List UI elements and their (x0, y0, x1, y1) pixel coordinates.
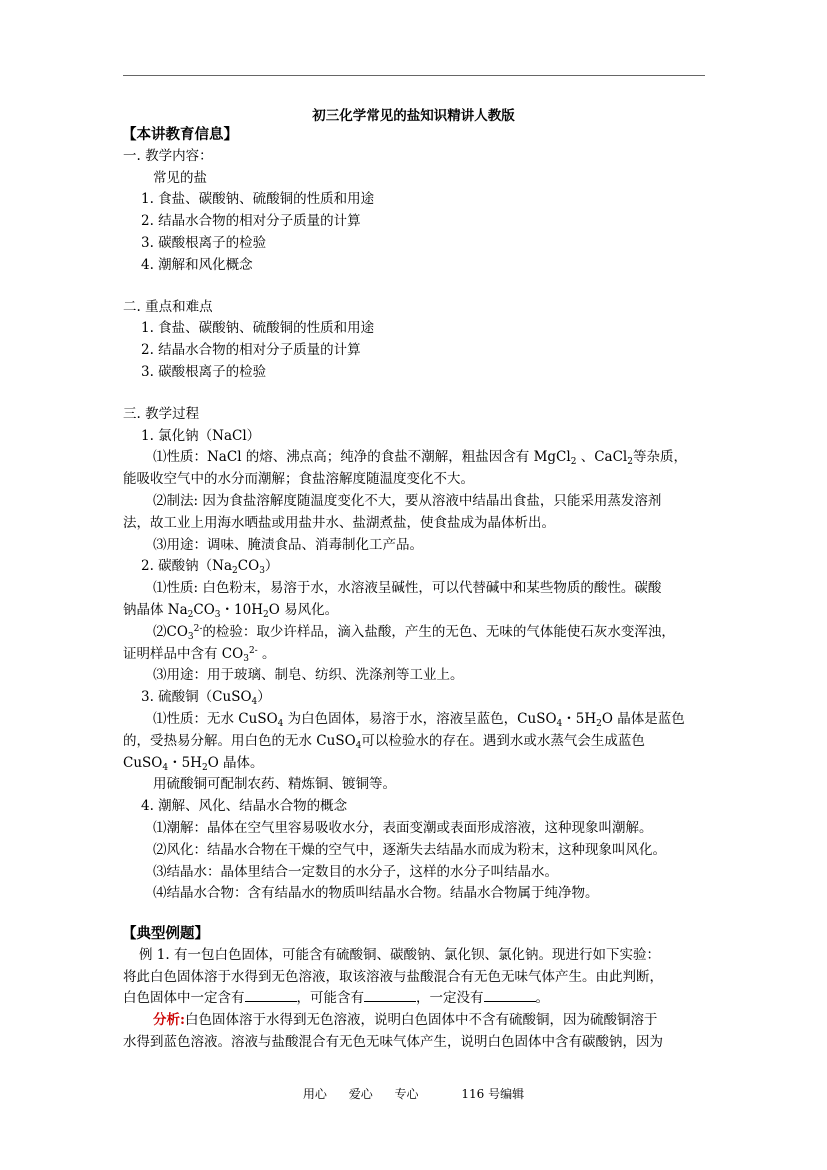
footer-text: 用心 (302, 1087, 327, 1101)
list-item: 1. 食盐、碳酸钠、硫酸铜的性质和用途 (141, 320, 375, 337)
footer-text: 116 号编辑 (461, 1087, 525, 1101)
concepts-label: 4. 潮解、风化、结晶水合物的概念 (141, 798, 348, 815)
section-header-info: 【本讲教育信息】 (122, 126, 238, 143)
part3-heading: 三. 教学过程 (123, 405, 200, 422)
concept-hydrate: ⑷结晶水合物：含有结晶水的物质叫结晶水合物。结晶水合物属于纯净物。 (153, 885, 599, 902)
concept-efflorescence: ⑵风化：结晶水合物在干燥的空气中，逐渐失去结晶水而成为粉末，这种现象叫风化。 (153, 841, 666, 858)
nacl-property: ⑴性质：NaCl 的熔、沸点高；纯净的食盐不潮解，粗盐因含有 MgCl$_2$ 、CaCl$_2$等杂质， (153, 449, 687, 468)
cuso4-use: 用硫酸铜可配制农药、精炼铜、镀铜等。 (153, 776, 396, 793)
answer-blank (484, 989, 536, 1002)
example-question-blanks: 白色固体中一定含有 ，可能含有 ，一定没有 。 (123, 990, 549, 1007)
list-item: 3. 碳酸根离子的检验 (141, 234, 267, 251)
page-title: 初三化学常见的盐知识精讲人教版 (312, 108, 515, 124)
na2co3-use: ⑶用途：用于玻璃、制皂、纺织、洗涤剂等工业上。 (153, 667, 464, 684)
nacl-property-cont: 能吸收空气中的水分而潮解；食盐溶解度随温度变化不大。 (123, 471, 474, 488)
list-item: 1. 食盐、碳酸钠、硫酸铜的性质和用途 (141, 191, 375, 208)
carbonate-test: $⑵CO_3^{2-}$的检验：取少许样品，滴入盐酸，产生的无色、无味的气体能使石灰水变浑浊， (153, 623, 675, 642)
answer-blank (245, 989, 297, 1002)
cuso4-label: 3. 硫酸铜（CuSO$_4$） (141, 689, 271, 708)
footer-text: 爱心 (348, 1087, 373, 1101)
footer-text: 专心 (394, 1087, 419, 1101)
cuso4-property-cont2: CuSO$_4$・$5H_2O$ 晶体。 (123, 754, 264, 773)
part2-heading: 二. 重点和难点 (123, 298, 213, 315)
carbonate-test-cont: 证明样品中含有 $CO_3^{2-}$ 。 (123, 645, 276, 664)
answer-blank (364, 989, 416, 1002)
list-item: 3. 碳酸根离子的检验 (141, 363, 267, 380)
example-analysis-cont: 水得到蓝色溶液。溶液与盐酸混合有无色无味气体产生，说明白色固体中含有碳酸钠，因为 (123, 1034, 663, 1051)
nacl-method: ⑵制法: 因为食盐溶解度随温度变化不大，要从溶液中结晶出食盐，只能采用蒸发溶剂 (153, 492, 662, 509)
list-item: 2. 结晶水合物的相对分子质量的计算 (141, 213, 361, 230)
na2co3-label: 2. 碳酸钠$(Na_2CO_3)$ (141, 558, 279, 577)
list-item: 4. 潮解和风化概念 (141, 256, 253, 273)
page-footer (0, 1085, 827, 1102)
nacl-use: ⑶用途：调味、腌渍食品、消毒制化工产品。 (153, 536, 423, 553)
header-rule (123, 75, 705, 76)
na2co3-property: ⑴性质: 白色粉末，易溶于水，水溶液呈碱性，可以代替碱中和某些物质的酸性。碳酸 (153, 580, 662, 597)
list-item: 2. 结晶水合物的相对分子质量的计算 (141, 342, 361, 359)
analysis-label: 分析: (153, 1012, 185, 1029)
part1-topic: 常见的盐 (153, 169, 207, 186)
section-header-examples: 【典型例题】 (122, 925, 209, 943)
nacl-method-cont: 法，故工业上用海水晒盐或用盐井水、盐湖煮盐，使食盐成为晶体析出。 (123, 514, 555, 531)
cuso4-property: ⑴性质：无水 CuSO$_4$ 为白色固体，易溶于水，溶液呈蓝色，CuSO$_4$・$5H_2O$ 晶体是蓝色 (153, 710, 685, 729)
concept-crystal-water: ⑶结晶水：晶体里结合一定数目的水分子，这样的水分子叫结晶水。 (153, 863, 558, 880)
document-body (123, 124, 705, 1054)
cuso4-property-cont: 的，受热易分解。用白色的无水 CuSO$_4$可以检验水的存在。遇到水或水蒸气会生成蓝色 (123, 732, 645, 751)
example-question-cont: 将此白色固体溶于水得到无色溶液，取该溶液与盐酸混合有无色无味气体产生。由此判断， (123, 968, 663, 985)
example-analysis: 分析:白色固体溶于水得到无色溶液，说明白色固体中不含有硫酸铜，因为硫酸铜溶于 (153, 1012, 658, 1029)
concept-deliquescence: ⑴潮解：晶体在空气里容易吸收水分，表面变潮或表面形成溶液，这种现象叫潮解。 (153, 819, 653, 836)
nacl-label: 1. 氯化钠（NaCl） (141, 427, 261, 444)
na2co3-property-cont: 钠晶体 $Na_2CO_3$・$10H_2O$ 易风化。 (123, 601, 339, 620)
example-question: 例 1. 有一包白色固体，可能含有硫酸铜、碳酸钠、氯化钡、氯化钠。现进行如下实验： (139, 946, 660, 963)
part1-heading: 一. 教学内容： (123, 147, 213, 164)
